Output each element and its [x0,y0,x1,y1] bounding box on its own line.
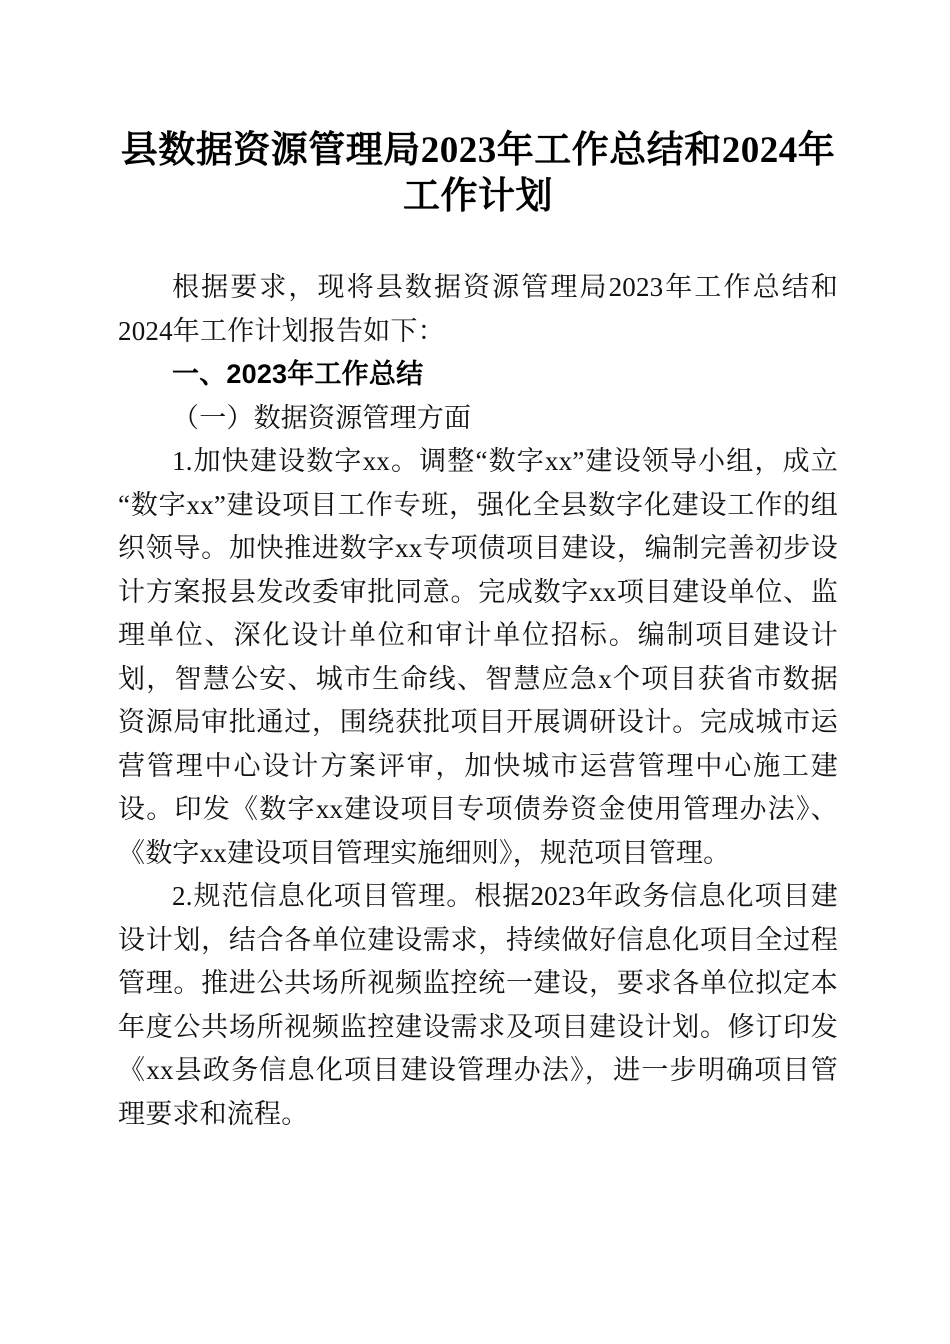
page-title-line-1: 县数据资源管理局2023年工作总结和2024年 [120,130,836,171]
page-title-line-2: 工作计划 [403,176,553,217]
page-title [118,0,838,220]
section-heading-level-2: （一）数据资源管理方面 [172,402,472,433]
body-paragraph-1: 1.加快建设数字xx。调整“数字xx”建设领导小组，成立“数字xx”建设项目工作专班，强化全县数字化建设工作的组织领导。加快推进数字xx专项债项目建设，编制完善初步设计方案报县发改委审批同意。完成数字xx项目建设单位、监理单位、深化设计单位和审计单位招标。编制项目建设计划，智慧公安、城市生命线、智慧应急x个项目获省市数据资源局审批通过，围绕获批项目开展调研设计。完成城市运营管理中心设计方案评审，加快城市运营管理中心施工建设。印发《数字xx建设项目专项债券资金使用管理办法》、《数字xx建设项目管理实施细则》，规范项目管理。 [118,446,838,868]
body-paragraph-2: 2.规范信息化项目管理。根据2023年政务信息化项目建设计划，结合各单位建设需求，持续做好信息化项目全过程管理。推进公共场所视频监控统一建设，要求各单位拟定本年度公共场所视频监控建设需求及项目建设计划。修订印发《xx县政务信息化项目建设管理办法》，进一步明确项目管理要求和流程。 [118,881,838,1129]
document-body [118,0,838,1136]
intro-paragraph: 根据要求，现将县数据资源管理局2023年工作总结和2024年工作计划报告如下： [118,272,838,346]
section-heading-level-1: 一、2023年工作总结 [172,359,424,389]
